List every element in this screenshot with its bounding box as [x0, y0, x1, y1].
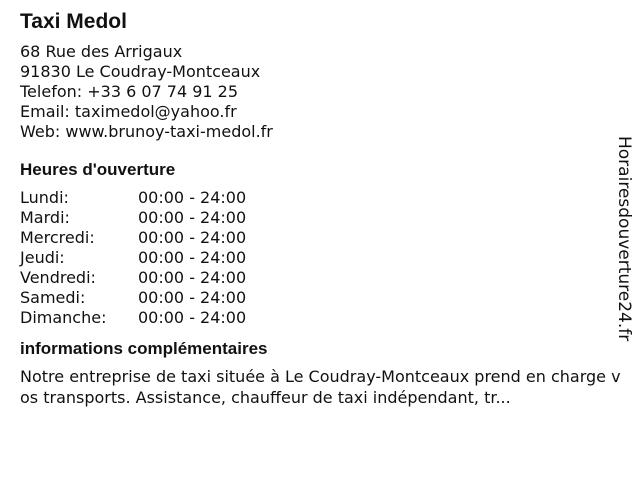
opening-hours-heading: Heures d'ouverture — [20, 160, 176, 179]
day-label: Mercredi: — [20, 228, 95, 247]
day-label: Jeudi: — [20, 248, 65, 267]
hours-row-wednesday — [20, 228, 610, 248]
day-hours: 00:00 - 24:00 — [138, 268, 247, 287]
website: Web: www.brunoy-taxi-medol.fr — [20, 122, 273, 141]
day-hours: 00:00 - 24:00 — [138, 228, 247, 247]
business-name: Taxi Medol — [20, 10, 127, 33]
business-card — [20, 10, 621, 408]
hours-row-thursday — [20, 248, 610, 268]
day-hours: 00:00 - 24:00 — [138, 188, 247, 207]
additional-info-heading: informations complémentaires — [20, 339, 268, 358]
hours-row-monday — [20, 188, 610, 208]
hours-row-tuesday — [20, 208, 610, 228]
day-hours: 00:00 - 24:00 — [138, 288, 247, 307]
day-hours: 00:00 - 24:00 — [138, 208, 247, 227]
hours-row-friday — [20, 268, 610, 288]
hours-row-sunday — [20, 308, 610, 328]
address-line-2: 91830 Le Coudray-Montceaux — [20, 62, 261, 81]
contact-block — [20, 42, 610, 142]
hours-row-saturday — [20, 288, 610, 308]
phone-number: Telefon: +33 6 07 74 91 25 — [20, 82, 239, 101]
source-watermark: Horairesdouverture24.fr — [614, 136, 634, 342]
day-hours: 00:00 - 24:00 — [138, 248, 247, 267]
day-label: Vendredi: — [20, 268, 96, 287]
day-label: Samedi: — [20, 288, 86, 307]
day-hours: 00:00 - 24:00 — [138, 308, 247, 327]
opening-hours-table — [20, 188, 610, 328]
day-label: Lundi: — [20, 188, 69, 207]
email-address: Email: taximedol@yahoo.fr — [20, 102, 237, 121]
day-label: Dimanche: — [20, 308, 107, 327]
additional-info-text: Notre entreprise de taxi située à Le Coudray-Montceaux prend en charge vos transports. Assistance, chauffeur de taxi indépendant, tr... — [20, 367, 621, 407]
address-line-1: 68 Rue des Arrigaux — [20, 42, 183, 61]
day-label: Mardi: — [20, 208, 70, 227]
